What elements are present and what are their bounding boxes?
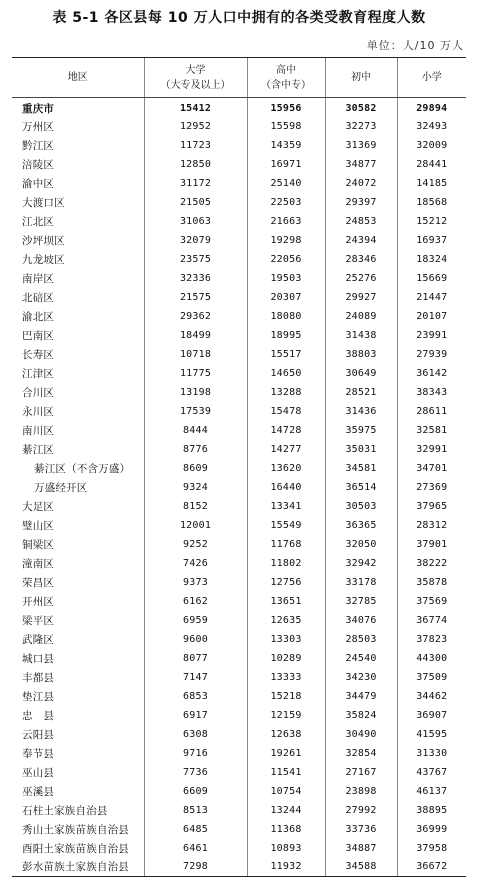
region-cell: 沙坪坝区	[22, 234, 65, 247]
region-cell: 丰都县	[22, 671, 55, 684]
table-row	[12, 516, 466, 535]
highschool-cell: 19503	[247, 269, 325, 288]
college-cell: 9252	[144, 535, 247, 554]
primary-cell: 37901	[397, 535, 466, 554]
junior-cell: 36514	[325, 478, 397, 497]
junior-cell: 30582	[325, 98, 397, 117]
college-cell: 7298	[144, 858, 247, 877]
primary-cell: 37509	[397, 668, 466, 687]
highschool-cell: 10754	[247, 782, 325, 801]
college-cell: 7426	[144, 554, 247, 573]
highschool-cell: 16440	[247, 478, 325, 497]
college-cell: 6461	[144, 839, 247, 858]
junior-cell: 35824	[325, 706, 397, 725]
junior-cell: 33178	[325, 573, 397, 592]
college-cell: 12850	[144, 155, 247, 174]
junior-cell: 32942	[325, 554, 397, 573]
college-cell: 21505	[144, 193, 247, 212]
primary-cell: 28312	[397, 516, 466, 535]
table-row	[12, 136, 466, 155]
college-cell: 8444	[144, 421, 247, 440]
table-row	[12, 611, 466, 630]
junior-cell: 28521	[325, 383, 397, 402]
junior-cell: 23898	[325, 782, 397, 801]
primary-cell: 34462	[397, 687, 466, 706]
region-cell: 铜梁区	[22, 538, 55, 551]
table-row	[12, 782, 466, 801]
table-row	[12, 98, 466, 117]
header-junior: 初中	[325, 58, 397, 98]
college-cell: 31063	[144, 212, 247, 231]
region-cell: 梁平区	[22, 614, 55, 627]
college-cell: 7147	[144, 668, 247, 687]
highschool-cell: 21663	[247, 212, 325, 231]
table-body	[12, 98, 466, 877]
primary-cell: 46137	[397, 782, 466, 801]
highschool-cell: 20307	[247, 288, 325, 307]
header-highschool-line1: 高中	[276, 64, 296, 76]
table-row	[12, 155, 466, 174]
region-cell: 渝中区	[22, 177, 55, 190]
highschool-cell: 18080	[247, 307, 325, 326]
region-cell: 涪陵区	[22, 158, 55, 171]
table-row	[12, 288, 466, 307]
highschool-cell: 13651	[247, 592, 325, 611]
header-college-line1: 大学	[185, 64, 206, 76]
college-cell: 6609	[144, 782, 247, 801]
college-cell: 9716	[144, 744, 247, 763]
table-title: 表 5-1 各区县每 10 万人口中拥有的各类受教育程度人数	[52, 10, 426, 26]
junior-cell: 35031	[325, 440, 397, 459]
college-cell: 12001	[144, 516, 247, 535]
primary-cell: 36907	[397, 706, 466, 725]
highschool-cell: 12638	[247, 725, 325, 744]
table-row	[12, 345, 466, 364]
primary-cell: 34701	[397, 459, 466, 478]
college-cell: 6308	[144, 725, 247, 744]
primary-cell: 28441	[397, 155, 466, 174]
region-cell: 綦江区（不含万盛）	[34, 462, 131, 475]
college-cell: 6485	[144, 820, 247, 839]
table-row	[12, 402, 466, 421]
primary-cell: 15669	[397, 269, 466, 288]
region-cell: 万州区	[22, 120, 55, 133]
table-row	[12, 459, 466, 478]
primary-cell: 18324	[397, 250, 466, 269]
primary-cell: 36672	[397, 858, 466, 877]
college-cell: 32336	[144, 269, 247, 288]
region-cell: 黔江区	[22, 139, 55, 152]
college-cell: 11775	[144, 364, 247, 383]
table-row	[12, 231, 466, 250]
junior-cell: 29927	[325, 288, 397, 307]
primary-cell: 41595	[397, 725, 466, 744]
junior-cell: 32050	[325, 535, 397, 554]
primary-cell: 28611	[397, 402, 466, 421]
highschool-cell: 11802	[247, 554, 325, 573]
college-cell: 18499	[144, 326, 247, 345]
junior-cell: 31438	[325, 326, 397, 345]
college-cell: 9324	[144, 478, 247, 497]
highschool-cell: 12635	[247, 611, 325, 630]
header-row	[12, 58, 466, 98]
junior-cell: 28503	[325, 630, 397, 649]
college-cell: 10718	[144, 345, 247, 364]
table-row	[12, 801, 466, 820]
junior-cell: 27992	[325, 801, 397, 820]
unit-label: 单位：人/10 万人	[366, 39, 464, 52]
college-cell: 6853	[144, 687, 247, 706]
region-cell: 奉节县	[22, 747, 55, 760]
highschool-cell: 22503	[247, 193, 325, 212]
region-cell: 万盛经开区	[34, 481, 88, 494]
junior-cell: 33736	[325, 820, 397, 839]
junior-cell: 38803	[325, 345, 397, 364]
college-cell: 23575	[144, 250, 247, 269]
junior-cell: 34877	[325, 155, 397, 174]
college-cell: 32079	[144, 231, 247, 250]
table-row	[12, 763, 466, 782]
region-cell: 石柱土家族自治县	[22, 804, 108, 817]
primary-cell: 36999	[397, 820, 466, 839]
highschool-cell: 11932	[247, 858, 325, 877]
highschool-cell: 12159	[247, 706, 325, 725]
region-cell: 江津区	[22, 367, 55, 380]
table-row	[12, 554, 466, 573]
primary-cell: 43767	[397, 763, 466, 782]
primary-cell: 37823	[397, 630, 466, 649]
table-row	[12, 383, 466, 402]
highschool-cell: 13620	[247, 459, 325, 478]
table-row	[12, 573, 466, 592]
table-row	[12, 364, 466, 383]
region-cell: 南岸区	[22, 272, 55, 285]
table-row	[12, 269, 466, 288]
college-cell: 8776	[144, 440, 247, 459]
primary-cell: 36142	[397, 364, 466, 383]
junior-cell: 34479	[325, 687, 397, 706]
primary-cell: 38222	[397, 554, 466, 573]
junior-cell: 32854	[325, 744, 397, 763]
region-cell: 巫山县	[22, 766, 55, 779]
primary-cell: 32581	[397, 421, 466, 440]
region-cell: 酉阳土家族苗族自治县	[22, 842, 129, 855]
junior-cell: 24072	[325, 174, 397, 193]
college-cell: 7736	[144, 763, 247, 782]
table-row	[12, 117, 466, 136]
region-cell: 北碚区	[22, 291, 55, 304]
table-row	[12, 535, 466, 554]
region-cell: 巴南区	[22, 329, 55, 342]
primary-cell: 37965	[397, 497, 466, 516]
college-cell: 11723	[144, 136, 247, 155]
primary-cell: 27939	[397, 345, 466, 364]
region-cell: 合川区	[22, 386, 55, 399]
college-cell: 6959	[144, 611, 247, 630]
table-row	[12, 630, 466, 649]
table-row	[12, 497, 466, 516]
college-cell: 8513	[144, 801, 247, 820]
highschool-cell: 18995	[247, 326, 325, 345]
college-cell: 8077	[144, 649, 247, 668]
junior-cell: 25276	[325, 269, 397, 288]
table-row	[12, 326, 466, 345]
junior-cell: 31436	[325, 402, 397, 421]
header-highschool	[247, 58, 325, 98]
region-cell: 大足区	[22, 500, 55, 513]
region-cell: 大渡口区	[22, 196, 65, 209]
table-row	[12, 649, 466, 668]
junior-cell: 28346	[325, 250, 397, 269]
junior-cell: 24089	[325, 307, 397, 326]
region-cell: 开州区	[22, 595, 55, 608]
highschool-cell: 25140	[247, 174, 325, 193]
junior-cell: 24540	[325, 649, 397, 668]
primary-cell: 38343	[397, 383, 466, 402]
table-row	[12, 250, 466, 269]
highschool-cell: 19261	[247, 744, 325, 763]
junior-cell: 27167	[325, 763, 397, 782]
junior-cell: 34887	[325, 839, 397, 858]
region-cell: 南川区	[22, 424, 55, 437]
junior-cell: 31369	[325, 136, 397, 155]
primary-cell: 18568	[397, 193, 466, 212]
highschool-cell: 13333	[247, 668, 325, 687]
primary-cell: 32493	[397, 117, 466, 136]
highschool-cell: 16971	[247, 155, 325, 174]
table-row	[12, 592, 466, 611]
region-cell: 潼南区	[22, 557, 55, 570]
region-cell: 荣昌区	[22, 576, 55, 589]
table-row	[12, 858, 466, 877]
region-cell: 巫溪县	[22, 785, 55, 798]
region-cell: 重庆市	[22, 102, 55, 115]
college-cell: 17539	[144, 402, 247, 421]
header-highschool-line2: （含中专）	[261, 79, 311, 91]
table-row	[12, 668, 466, 687]
highschool-cell: 15549	[247, 516, 325, 535]
region-cell: 九龙坡区	[22, 253, 65, 266]
college-cell: 29362	[144, 307, 247, 326]
region-cell: 彭水苗族土家族自治县	[12, 858, 144, 877]
region-cell: 渝北区	[22, 310, 55, 323]
primary-cell: 29894	[397, 98, 466, 117]
education-table	[12, 57, 466, 877]
highschool-cell: 22056	[247, 250, 325, 269]
table-row	[12, 421, 466, 440]
college-cell: 12952	[144, 117, 247, 136]
highschool-cell: 14277	[247, 440, 325, 459]
table-row	[12, 744, 466, 763]
header-region: 地区	[12, 58, 144, 98]
junior-cell: 34230	[325, 668, 397, 687]
table-row	[12, 725, 466, 744]
highschool-cell: 13244	[247, 801, 325, 820]
highschool-cell: 10893	[247, 839, 325, 858]
junior-cell: 24853	[325, 212, 397, 231]
primary-cell: 44300	[397, 649, 466, 668]
junior-cell: 30503	[325, 497, 397, 516]
highschool-cell: 11768	[247, 535, 325, 554]
college-cell: 8609	[144, 459, 247, 478]
junior-cell: 34588	[325, 858, 397, 877]
college-cell: 9600	[144, 630, 247, 649]
highschool-cell: 11541	[247, 763, 325, 782]
highschool-cell: 15478	[247, 402, 325, 421]
college-cell: 15412	[144, 98, 247, 117]
junior-cell: 34076	[325, 611, 397, 630]
highschool-cell: 12756	[247, 573, 325, 592]
junior-cell: 36365	[325, 516, 397, 535]
highschool-cell: 14728	[247, 421, 325, 440]
college-cell: 13198	[144, 383, 247, 402]
region-cell: 永川区	[22, 405, 55, 418]
region-cell: 武隆区	[22, 633, 55, 646]
table-row	[12, 440, 466, 459]
region-cell: 云阳县	[22, 728, 55, 741]
primary-cell: 32009	[397, 136, 466, 155]
primary-cell: 16937	[397, 231, 466, 250]
primary-cell: 38895	[397, 801, 466, 820]
table-row	[12, 706, 466, 725]
primary-cell: 35878	[397, 573, 466, 592]
region-cell: 江北区	[22, 215, 55, 228]
junior-cell: 30649	[325, 364, 397, 383]
table-row	[12, 478, 466, 497]
table-row	[12, 839, 466, 858]
highschool-cell: 15956	[247, 98, 325, 117]
region-cell: 秀山土家族苗族自治县	[22, 823, 129, 836]
header-primary: 小学	[397, 58, 466, 98]
highschool-cell: 13288	[247, 383, 325, 402]
primary-cell: 37958	[397, 839, 466, 858]
junior-cell: 30490	[325, 725, 397, 744]
junior-cell: 32785	[325, 592, 397, 611]
primary-cell: 23991	[397, 326, 466, 345]
primary-cell: 14185	[397, 174, 466, 193]
highschool-cell: 13341	[247, 497, 325, 516]
primary-cell: 15212	[397, 212, 466, 231]
junior-cell: 24394	[325, 231, 397, 250]
table-row	[12, 212, 466, 231]
table-row	[12, 307, 466, 326]
primary-cell: 37569	[397, 592, 466, 611]
highschool-cell: 14359	[247, 136, 325, 155]
primary-cell: 20107	[397, 307, 466, 326]
region-cell: 忠 县	[22, 709, 55, 722]
region-cell: 垫江县	[22, 690, 55, 703]
primary-cell: 21447	[397, 288, 466, 307]
region-cell: 长寿区	[22, 348, 55, 361]
highschool-cell: 14650	[247, 364, 325, 383]
college-cell: 9373	[144, 573, 247, 592]
college-cell: 6917	[144, 706, 247, 725]
highschool-cell: 15218	[247, 687, 325, 706]
junior-cell: 34581	[325, 459, 397, 478]
region-cell: 城口县	[22, 652, 55, 665]
college-cell: 6162	[144, 592, 247, 611]
primary-cell: 27369	[397, 478, 466, 497]
header-college-line2: （大专及以上）	[160, 79, 231, 91]
highschool-cell: 13303	[247, 630, 325, 649]
highschool-cell: 10289	[247, 649, 325, 668]
highschool-cell: 15598	[247, 117, 325, 136]
junior-cell: 29397	[325, 193, 397, 212]
highschool-cell: 15517	[247, 345, 325, 364]
primary-cell: 32991	[397, 440, 466, 459]
college-cell: 8152	[144, 497, 247, 516]
junior-cell: 35975	[325, 421, 397, 440]
table-row	[12, 193, 466, 212]
college-cell: 31172	[144, 174, 247, 193]
highschool-cell: 19298	[247, 231, 325, 250]
region-cell: 綦江区	[22, 443, 55, 456]
college-cell: 21575	[144, 288, 247, 307]
junior-cell: 32273	[325, 117, 397, 136]
primary-cell: 31330	[397, 744, 466, 763]
table-row	[12, 687, 466, 706]
region-cell: 璧山区	[22, 519, 55, 532]
highschool-cell: 11368	[247, 820, 325, 839]
table-row	[12, 174, 466, 193]
table-row	[12, 820, 466, 839]
primary-cell: 36774	[397, 611, 466, 630]
header-college	[144, 58, 247, 98]
